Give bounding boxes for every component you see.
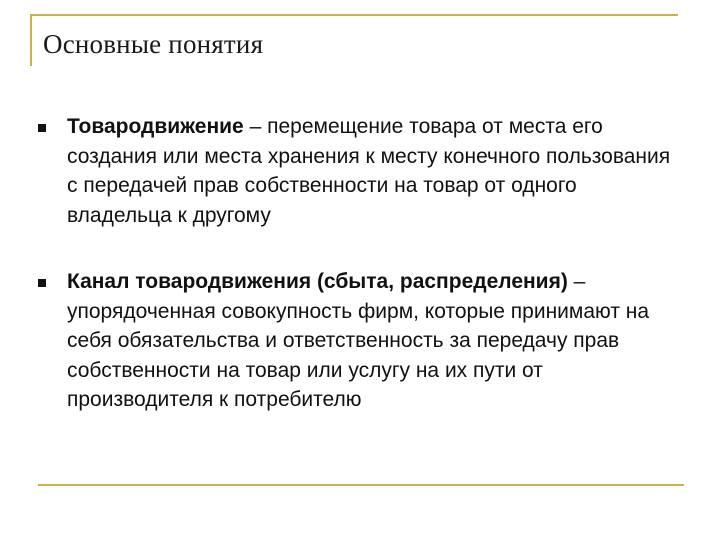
concept-term: Канал товародвижения (сбыта, распределения) <box>67 270 568 293</box>
square-bullet-icon <box>38 124 46 132</box>
concept-definition: – перемещение товара от места его создания или места хранения к месту конечного пользования с передачей прав собственности на товар от одного владельца к другому <box>67 115 671 227</box>
concept-term: Товародвижение <box>67 115 244 138</box>
footer-rule <box>38 484 684 486</box>
concept-definition: – упорядоченная совокупность фирм, которые принимают на себя обязательства и ответственность за передачу прав собственности на товар или услугу на их пути от производителя к потребителю <box>67 270 650 411</box>
title-frame-top-rule <box>30 14 678 16</box>
concept-text <box>67 112 677 230</box>
title-frame-left-rule <box>30 14 32 66</box>
slide-title: Основные понятия <box>43 29 264 59</box>
concept-text <box>67 267 677 415</box>
square-bullet-icon <box>38 279 46 287</box>
